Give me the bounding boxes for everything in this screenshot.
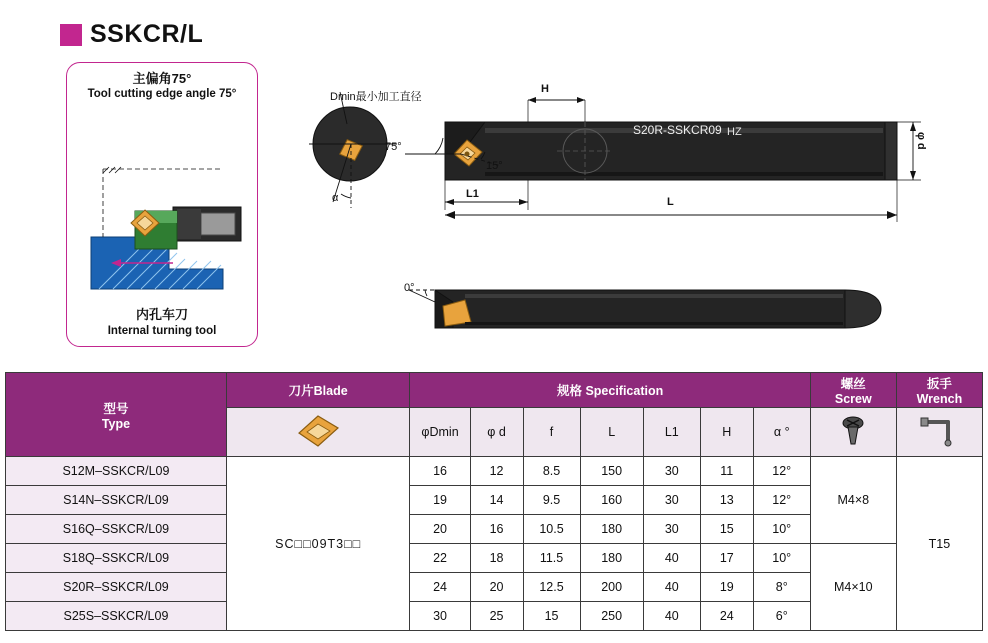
row-d: 25	[470, 602, 523, 631]
row-f: 15	[523, 602, 580, 631]
row-L1: 30	[643, 515, 700, 544]
table-row[interactable]	[6, 544, 983, 573]
table-row[interactable]	[6, 457, 983, 486]
screw-size-1: M4×8	[810, 457, 896, 544]
row-L: 200	[580, 573, 643, 602]
row-H: 15	[700, 515, 753, 544]
row-f: 10.5	[523, 515, 580, 544]
row-type: S12M–SSKCR/L09	[6, 457, 227, 486]
header-screw-en: Screw	[834, 392, 872, 406]
row-L: 150	[580, 457, 643, 486]
header-blade: 刀片Blade	[226, 373, 410, 408]
row-dmin: 19	[410, 486, 470, 515]
row-L1: 40	[643, 602, 700, 631]
page-title	[60, 20, 203, 49]
row-alpha: 6°	[753, 602, 810, 631]
row-H: 24	[700, 602, 753, 631]
dim-phi-d-label: φ d	[915, 132, 927, 150]
row-dmin: 30	[410, 602, 470, 631]
row-alpha: 10°	[753, 515, 810, 544]
row-dmin: 22	[410, 544, 470, 573]
left-box-header	[67, 71, 257, 102]
subheader-L1: L1	[643, 408, 700, 457]
dmin-label: Dmin最小加工直径	[330, 91, 422, 103]
row-L1: 30	[643, 486, 700, 515]
row-f: 12.5	[523, 573, 580, 602]
screw-icon	[839, 414, 867, 448]
header-screw	[810, 373, 896, 408]
header-wrench-cn: 扳手	[926, 377, 952, 391]
blade-icon-cell	[226, 408, 410, 457]
subheader-d: φ d	[470, 408, 523, 457]
row-d: 16	[470, 515, 523, 544]
tool-brand-label: HZ	[727, 126, 742, 138]
row-dmin: 20	[410, 515, 470, 544]
row-f: 8.5	[523, 457, 580, 486]
row-H: 17	[700, 544, 753, 573]
header-wrench-en: Wrench	[916, 392, 963, 406]
row-f: 11.5	[523, 544, 580, 573]
internal-turning-illustration	[73, 111, 251, 296]
row-H: 13	[700, 486, 753, 515]
wrench-icon-cell	[896, 408, 982, 457]
subheader-f: f	[523, 408, 580, 457]
row-L1: 40	[643, 573, 700, 602]
row-alpha: 12°	[753, 486, 810, 515]
wrench-size: T15	[896, 457, 982, 631]
row-f: 9.5	[523, 486, 580, 515]
internal-turning-tool-en: Internal turning tool	[107, 324, 217, 337]
row-type: S25S–SSKCR/L09	[6, 602, 227, 631]
row-type: S14N–SSKCR/L09	[6, 486, 227, 515]
row-type: S20R–SSKCR/L09	[6, 573, 227, 602]
insert-icon	[295, 413, 341, 449]
row-type: S18Q–SSKCR/L09	[6, 544, 227, 573]
left-illustration-box	[66, 62, 258, 347]
screw-icon-cell	[810, 408, 896, 457]
title-square-icon	[60, 24, 82, 46]
title-text: SSKCR/L	[90, 20, 204, 48]
screw-size-2: M4×10	[810, 544, 896, 631]
row-d: 20	[470, 573, 523, 602]
tool-technical-drawing	[285, 62, 975, 352]
row-d: 18	[470, 544, 523, 573]
left-box-footer	[67, 307, 257, 338]
wrench-icon	[918, 414, 960, 448]
row-type: S16Q–SSKCR/L09	[6, 515, 227, 544]
cutting-edge-angle-en: Tool cutting edge angle 75°	[87, 88, 237, 101]
table-header-row	[6, 373, 983, 408]
header-type-cn: 型号	[103, 401, 129, 416]
angle-alpha-label: α	[332, 192, 339, 204]
angle-0-label: 0°	[404, 282, 415, 294]
dim-h-label: H	[541, 83, 549, 95]
angle-15-label: 15°	[486, 160, 503, 172]
row-L: 180	[580, 515, 643, 544]
row-alpha: 12°	[753, 457, 810, 486]
subheader-dmin: φDmin	[410, 408, 470, 457]
row-L: 250	[580, 602, 643, 631]
row-H: 11	[700, 457, 753, 486]
cutting-edge-angle-cn: 主偏角75°	[132, 71, 192, 86]
row-dmin: 24	[410, 573, 470, 602]
row-dmin: 16	[410, 457, 470, 486]
header-wrench	[896, 373, 982, 408]
header-type-en: Type	[101, 416, 131, 431]
spec-table	[5, 372, 983, 631]
row-L1: 30	[643, 457, 700, 486]
row-alpha: 8°	[753, 573, 810, 602]
row-L: 180	[580, 544, 643, 573]
row-alpha: 10°	[753, 544, 810, 573]
row-L: 160	[580, 486, 643, 515]
tool-marking-label: S20R-SSKCR09	[633, 123, 722, 137]
header-screw-cn: 螺丝	[840, 377, 866, 391]
subheader-H: H	[700, 408, 753, 457]
dim-l-label: L	[667, 196, 674, 208]
row-d: 14	[470, 486, 523, 515]
row-H: 19	[700, 573, 753, 602]
header-spec: 规格 Specification	[410, 373, 810, 408]
angle-75-label: 75°	[385, 141, 402, 153]
header-type	[6, 373, 227, 457]
blade-code: SC□□09T3□□	[226, 457, 410, 631]
row-d: 12	[470, 457, 523, 486]
subheader-alpha: α °	[753, 408, 810, 457]
subheader-L: L	[580, 408, 643, 457]
internal-turning-tool-cn: 内孔车刀	[135, 307, 188, 323]
dim-l1-label: L1	[466, 188, 479, 200]
row-L1: 40	[643, 544, 700, 573]
